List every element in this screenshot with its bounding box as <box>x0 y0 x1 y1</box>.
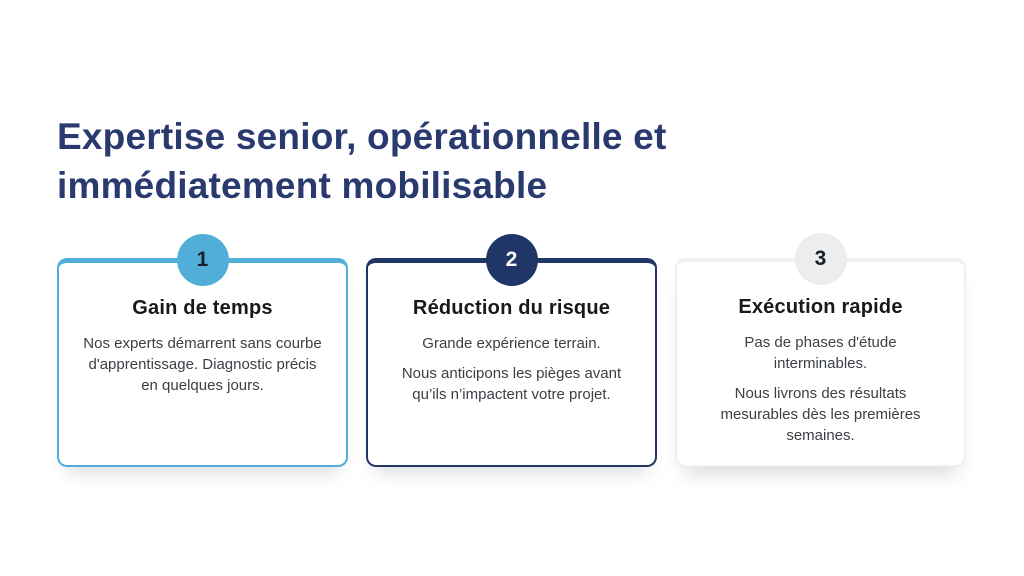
card-paragraph: Nous livrons des résultats mesurables dès les premières semaines. <box>720 385 921 444</box>
page-title-line-2: immédiatement mobilisable <box>57 165 548 206</box>
step-number-badge: 2 <box>486 234 538 286</box>
feature-cards <box>57 247 966 467</box>
card-paragraph: Grande expérience terrain. <box>422 335 601 352</box>
card-paragraph: Pas de phases d'étude interminables. <box>744 334 897 372</box>
card-reduction-du-risque <box>366 248 657 467</box>
card-paragraph: Nous anticipons les pièges avant qu’ils n’impactent votre projet. <box>401 365 622 403</box>
step-number-badge: 3 <box>795 233 847 285</box>
step-number-badge: 1 <box>177 234 229 286</box>
card-paragraph: Nos experts démarrent sans courbe d'apprentissage. Diagnostic précis en quelques jours. <box>83 335 322 394</box>
card-title: Exécution rapide <box>738 296 903 318</box>
page-title <box>57 112 857 210</box>
card-title: Gain de temps <box>132 297 273 319</box>
card-title: Réduction du risque <box>412 297 611 319</box>
card-gain-de-temps <box>57 248 348 467</box>
card-execution-rapide <box>675 247 966 467</box>
page-title-line-1: Expertise senior, opérationnelle et <box>57 116 667 157</box>
